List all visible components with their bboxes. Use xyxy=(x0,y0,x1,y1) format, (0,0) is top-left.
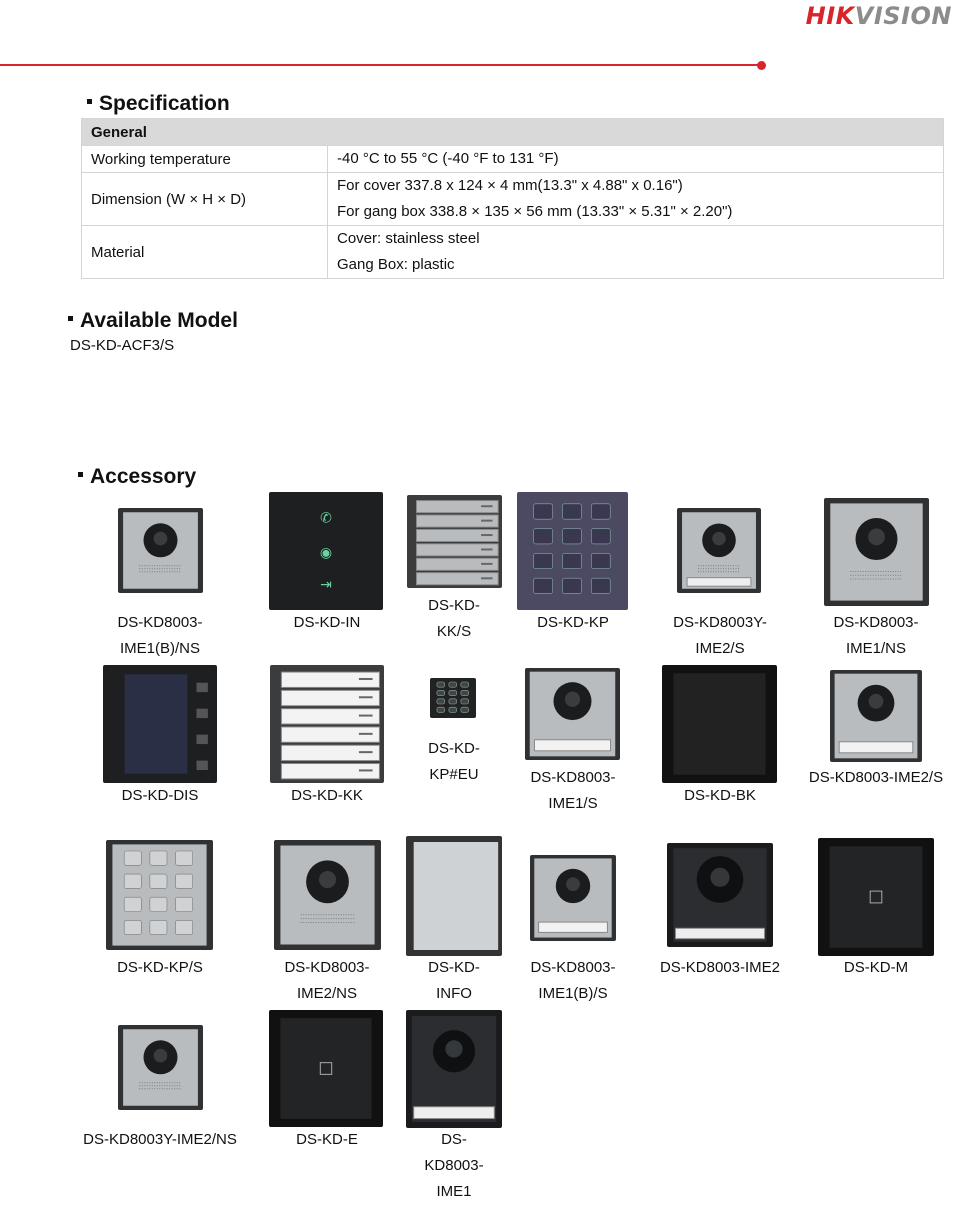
accessory-label-line: DS-KD-KP/S xyxy=(117,959,203,976)
accessory-label-line: DS-KD- xyxy=(428,597,480,614)
accessory-label-line: IME1 xyxy=(436,1183,472,1200)
accessory-label xyxy=(645,610,795,662)
accessory-label-line: DS-KD8003- xyxy=(530,959,616,976)
accessory-label-line: DS-KD- xyxy=(428,959,480,976)
accessory-label xyxy=(811,955,941,981)
camera-module-black-icon xyxy=(406,1010,502,1128)
accessory-label xyxy=(262,1127,392,1153)
header-rule-dot xyxy=(757,61,766,70)
accessory-label xyxy=(404,736,504,788)
accessory-label xyxy=(513,610,633,636)
accessory-label xyxy=(513,955,633,1007)
card-reader-module-icon xyxy=(269,1010,383,1127)
accessory-label-line: DS-KD8003Y-IME2/NS xyxy=(83,1131,237,1148)
accessory-label-line: DS-KD8003-IME2/S xyxy=(808,769,944,786)
accessory-label-line: IME1(B)/NS xyxy=(119,640,200,657)
specification-heading: Specification xyxy=(87,92,230,116)
accessory-label xyxy=(404,955,504,1007)
camera-module-steel-icon xyxy=(677,508,761,593)
specification-table xyxy=(81,118,944,279)
accessory-label-line: DS-KD8003- xyxy=(530,769,616,786)
accessory-label xyxy=(262,610,392,636)
accessory-label-line: KD8003- xyxy=(424,1157,484,1174)
accessory-label-line: IME2/S xyxy=(695,640,745,657)
camera-module-steel-icon xyxy=(530,855,616,941)
accessory-label-line: INFO xyxy=(436,985,472,1002)
spec-value: For cover 337.8 x 124 × 4 mm(13.3" x 4.88" x 0.16") xyxy=(337,177,683,194)
accessory-label xyxy=(645,955,795,981)
spec-key: Dimension (W × H × D) xyxy=(82,173,328,226)
accessory-label xyxy=(262,955,392,1007)
accessory-label xyxy=(95,955,225,981)
camera-module-steel-icon xyxy=(118,508,203,593)
table-row xyxy=(82,146,944,173)
camera-module-steel-icon xyxy=(525,668,620,760)
camera-module-steel-icon xyxy=(274,840,381,950)
accessory-label-line: DS-KD8003- xyxy=(117,614,203,631)
accessory-label-line: DS-KD-M xyxy=(843,959,909,976)
accessory-label-line: IME1/NS xyxy=(845,640,906,657)
svg-text:◉: ◉ xyxy=(319,543,333,560)
spec-value: For gang box 338.8 × 135 × 56 mm (13.33" × 5.31" × 2.20") xyxy=(337,203,733,220)
accessory-label xyxy=(75,1127,245,1153)
accessory-label-line: IME2/NS xyxy=(296,985,357,1002)
camera-module-steel-icon xyxy=(824,498,929,606)
accessory-label-line: KP#EU xyxy=(429,766,479,783)
accessory-label-line: KK/S xyxy=(436,623,472,640)
camera-module-steel-icon xyxy=(118,1025,203,1110)
accessory-label xyxy=(655,783,785,809)
accessory-label xyxy=(262,783,392,809)
available-model-name: DS-KD-ACF3/S xyxy=(70,337,175,354)
spec-value: Gang Box: plastic xyxy=(337,256,455,273)
camera-module-steel-icon xyxy=(830,670,922,762)
card-reader-module-icon xyxy=(818,838,934,956)
accessory-heading: Accessory xyxy=(78,465,196,489)
accessory-label-line: IME1(B)/S xyxy=(538,985,608,1002)
accessory-label-line: DS-KD8003- xyxy=(284,959,370,976)
keypad-module-icon xyxy=(430,678,476,718)
table-row xyxy=(82,173,944,226)
accessory-label-line: DS- xyxy=(441,1131,467,1148)
spec-key: Working temperature xyxy=(82,146,328,173)
accessory-label xyxy=(404,1127,504,1205)
indicator-module-icon xyxy=(269,492,383,610)
accessory-label-line: DS-KD-DIS xyxy=(121,787,199,804)
accessory-label xyxy=(404,593,504,645)
keypad-button-module-steel-icon xyxy=(407,495,502,588)
available-model-heading: Available Model xyxy=(68,309,238,333)
svg-text:⇥: ⇥ xyxy=(320,575,332,592)
accessory-label xyxy=(513,765,633,817)
accessory-label-line: DS-KD-BK xyxy=(684,787,756,804)
accessory-label-line: IME1/S xyxy=(548,795,598,812)
accessory-label xyxy=(85,610,235,662)
accessory-label-line: DS-KD-IN xyxy=(293,614,361,631)
spec-value: -40 °C to 55 °C (-40 °F to 131 °F) xyxy=(337,150,559,167)
accessory-label-line: DS-KD8003- xyxy=(833,614,919,631)
spec-value: Cover: stainless steel xyxy=(337,230,480,247)
camera-module-black-icon xyxy=(667,843,773,947)
spec-key: Material xyxy=(82,226,328,279)
hikvision-logo: HIKVISION xyxy=(805,2,952,30)
table-row xyxy=(82,226,944,279)
accessory-label-line: DS-KD8003-IME2 xyxy=(659,959,781,976)
accessory-label xyxy=(801,610,951,662)
button-module-icon xyxy=(270,665,384,783)
info-module-icon xyxy=(406,836,502,956)
general-header: General xyxy=(82,119,944,146)
display-module-icon xyxy=(103,665,217,783)
keypad-module-icon xyxy=(517,492,628,610)
keypad-module-steel-icon xyxy=(106,840,213,950)
accessory-label-line: DS-KD-KP xyxy=(537,614,609,631)
accessory-label-line: DS-KD8003Y- xyxy=(673,614,767,631)
accessory-label-line: DS-KD-E xyxy=(296,1131,358,1148)
blank-module-icon xyxy=(662,665,777,783)
header-rule xyxy=(0,64,758,66)
svg-text:✆: ✆ xyxy=(320,509,332,526)
accessory-label xyxy=(95,783,225,809)
accessory-label-line: DS-KD-KK xyxy=(291,787,363,804)
accessory-label-line: DS-KD- xyxy=(428,740,480,757)
accessory-label xyxy=(801,765,951,791)
